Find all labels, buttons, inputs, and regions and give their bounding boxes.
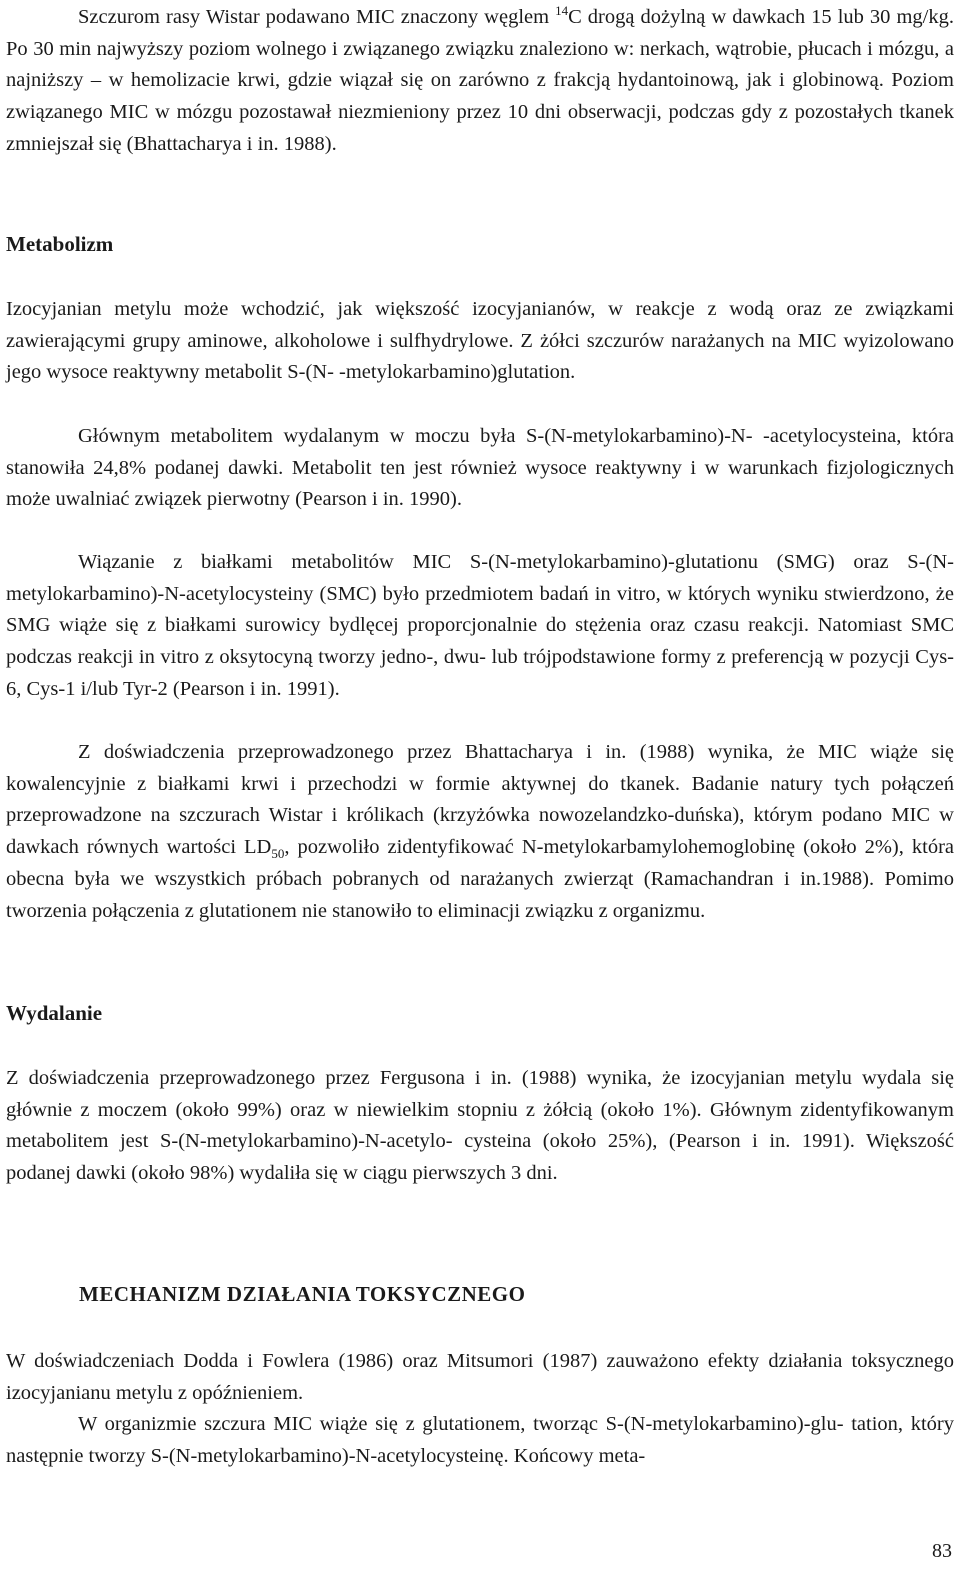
superscript-isotope: 14: [555, 3, 569, 19]
page-number: 83: [932, 1540, 952, 1562]
paragraph-text: C drogą dożylną w dawkach 15 lub 30 mg/kg. Po 30 min najwyższy poziom wolnego i związanego związku znaleziono w: nerkach, wątrobie, płucach i mózgu, a najniższy – w hemolizacie krwi, gdzie wiązał się on zarówno z frakcją hydantoinową, jak i globinową. Poziom związanego MIC w mózgu pozostawał niezmieniony przez 10 dni obserwacji, podczas gdy z pozostałych tkanek zmniejszał się (Bhattacharya i in. 1988).: [6, 6, 954, 155]
section-heading-metabolizm: Metabolizm: [6, 232, 114, 256]
paragraph-text: Z doświadczenia przeprowadzonego przez Bhattacharya i in. (1988) wynika, że MIC wiąże się kowalencyjnie z białkami krwi i przechodzi w formie aktywnej do tkanek. Badanie natury tych połączeń przeprowadzone na szczurach Wistar i królikach (krzyżówka nowozelandzko-duńska), którym podano MIC w dawkach równych wartości LD: [6, 741, 954, 859]
paragraph-wistar-distribution: [6, 2, 954, 161]
paragraph-excretion: Z doświadczenia przeprowadzonego przez Fergusona i in. (1988) wynika, że izocyjanian metylu wydala się głównie z moczem (około 99%) oraz w niewielkim stopniu z żółcią (około 1%). Głównym zidentyfikowanym metabolitem jest S-(N-metylokarbamino)-N-acetylo- cysteina (około 25%), (Pearson i in. 1991). Większość podanej dawki (około 98%) wydaliła się w ciągu pierwszych 3 dni.: [6, 1067, 954, 1185]
paragraph-toxic-effects: W doświadczeniach Dodda i Fowlera (1986) oraz Mitsumori (1987) zauważono efekty działania toksycznego izocyjanianu metylu z opóźnieniem.: [6, 1350, 954, 1404]
section-heading-mechanizm: MECHANIZM DZIAŁANIA TOKSYCZNEGO: [79, 1282, 526, 1306]
paragraph-glutathione-conjugation: W organizmie szczura MIC wiąże się z glutationem, tworząc S-(N-metylokarbamino)-glu- tation, który następnie tworzy S-(N-metylokarbamino)-N-acetylocysteinę. Końcowy meta-: [6, 1413, 954, 1467]
paragraph-covalent-binding: [6, 737, 954, 927]
paragraph-urinary-metabolite: Głównym metabolitem wydalanym w moczu była S-(N-metylokarbamino)-N- -acetylocysteina, która stanowiła 24,8% podanej dawki. Metabolit ten jest również wysoce reaktywny i w warunkach fizjologicznych może uwalniać związek pierwotny (Pearson i in. 1990).: [6, 425, 954, 511]
section-heading-wydalanie: Wydalanie: [6, 1001, 103, 1025]
paragraph-text: , pozwoliło zidentyfikować N-metylokarbamylohemoglobinę (około 2%), która obecna była we wszystkich próbach pobranych od narażanych zwierząt (Ramachandran i in.1988). Pomimo tworzenia połączenia z glutationem nie stanowiło to eliminacji związku z organizmu.: [6, 836, 955, 922]
subscript-ld: 50: [271, 846, 285, 862]
paragraph-text: Szczurom rasy Wistar podawano MIC znaczony węglem: [78, 6, 556, 28]
paragraph-protein-binding: Wiązanie z białkami metabolitów MIC S-(N-metylokarbamino)-glutationu (SMG) oraz S-(N-metylokarbamino)-N-acetylocysteiny (SMC) było przedmiotem badań in vitro, w których wyniku stwierdzono, że SMG wiąże się z białkami surowicy bydlęcej proporcjonalnie do stężenia oraz czasu reakcji. Natomiast SMC podczas reakcji in vitro z oksytocyną tworzy jedno-, dwu- lub trójpodstawione formy z preferencją w pozycji Cys-6, Cys-1 i/lub Tyr-2 (Pearson i in. 1991).: [6, 551, 954, 700]
paragraph-metabolism-reactions: Izocyjanian metylu może wchodzić, jak większość izocyjanianów, w reakcje z wodą oraz ze związkami zawierającymi grupy aminowe, alkoholowe i sulfhydrylowe. Z żółci szczurów narażanych na MIC wyizolowano jego wysoce reaktywny metabolit S-(N- -metylokarbamino)glutation.: [6, 298, 954, 384]
